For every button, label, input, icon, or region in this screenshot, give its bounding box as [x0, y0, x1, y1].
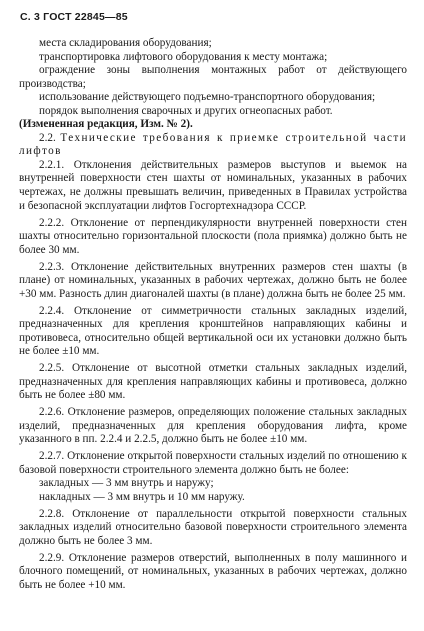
section-heading	[19, 132, 407, 159]
clause-2-2-3: 2.2.3. Отклонение действительных внутренних размеров стен шахты (в плане) от номинальных, указанных в рабочих чертежах, должно быть не более +30 мм. Разность длин диагоналей шахты (в плане) должна быть не более 25 мм.	[19, 260, 407, 300]
clause-2-2-5: 2.2.5. Отклонение от высотной отметки стальных закладных изделий, предназначенных для крепления направляющих кабины и противовеса, должно быть не более ±80 мм.	[19, 362, 407, 402]
amendment-note: (Измененная редакция, Изм. № 2).	[19, 118, 193, 131]
clause-2-2-7: 2.2.7. Отклонение открытой поверхности стальных изделий по отношению к базовой поверхности строительного элемента должно быть не более:	[19, 450, 407, 476]
clause-2-2-2: 2.2.2. Отклонение от перпендикулярности внутренней поверхности стен шахты относительно горизонтальной плоскости (пола приямка) должно быть не более 30 мм.	[19, 216, 407, 256]
section-number: 2.2.	[39, 131, 56, 144]
document-page	[19, 10, 407, 592]
list-item: использование действующего подъемно-транспортного оборудования;	[39, 91, 376, 104]
clause-2-2-6: 2.2.6. Отклонение размеров, определяющих положение стальных закладных изделий, предназначенных для крепления оборудования лифта, кроме указанного в пп. 2.2.4 и 2.2.5, должно быть не более ±10 мм.	[19, 406, 407, 446]
clause-2-2-4: 2.2.4. Отклонение от симметричности стальных закладных изделий, предназначенных для крепления кронштейнов направляющих кабины и противовеса, относительно общей вертикальной оси их установки должно быть не более ±10 мм.	[19, 304, 407, 358]
clause-2-2-8: 2.2.8. Отклонение от параллельности открытой поверхности стальных закладных изделий относительно базовой поверхности строительного элемента должно быть не более 3 мм.	[19, 507, 407, 547]
clause-2-2-7-item: закладных — 3 мм внутрь и наружу;	[39, 477, 214, 490]
clause-2-2-1: 2.2.1. Отклонения действительных размеров выступов и выемок на внутренней поверхности стен шахты от номинальных, указанных в рабочих чертежах, не должны превышать величин, приведенных в Правилах устройства и безопасной эксплуатации лифтов Госгортехнадзора СССР.	[19, 158, 407, 212]
list-item: транспортировка лифтового оборудования к месту монтажа;	[39, 50, 328, 63]
list-item: места складирования оборудования;	[39, 37, 212, 49]
list-item: порядок выполнения сварочных и других огнеопасных работ.	[39, 104, 333, 117]
clause-2-2-9: 2.2.9. Отклонение размеров отверстий, выполненных в полу машинного и блочного помещений, от номинальных, указанных в рабочих чертежах, должно быть не более +10 мм.	[19, 551, 407, 591]
document-body	[19, 37, 407, 592]
list-item: ограждение зоны выполнения монтажных работ от действующего производства;	[19, 64, 407, 90]
section-title: Технические требования к приемке строительной части лифтов	[19, 131, 407, 158]
clause-2-2-7-item: накладных — 3 мм внутрь и 10 мм наружу.	[39, 490, 245, 503]
page-header: С. 3 ГОСТ 22845—85	[20, 11, 128, 23]
